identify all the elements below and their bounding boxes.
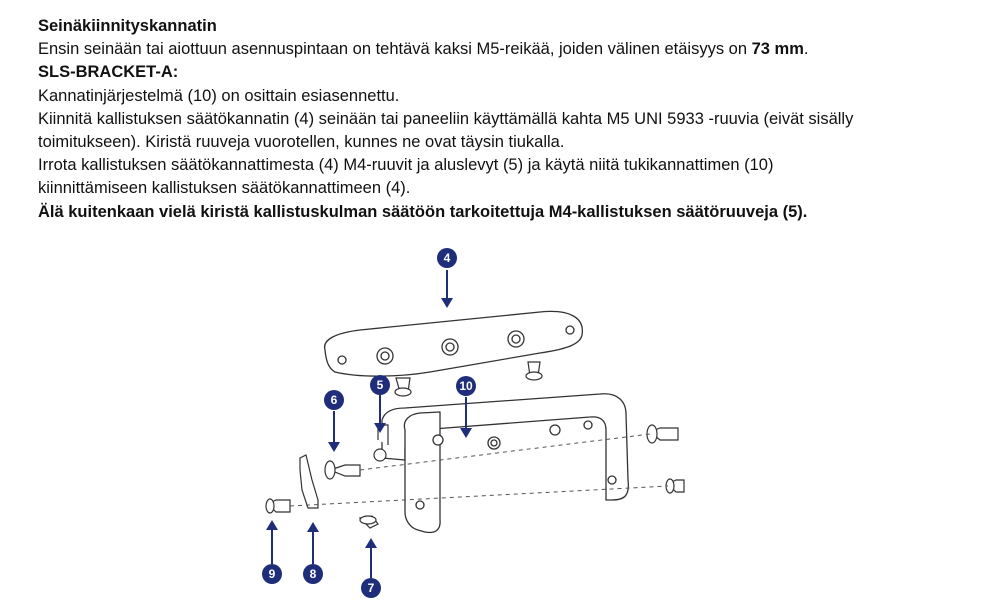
section-heading: Seinäkiinnityskannatin [38, 17, 217, 35]
paragraph-remove-line1: Irrota kallistuksen säätökannattimesta (4) M4-ruuvit ja aluslevyt (5) ja käytä niitä tukikannattimen (10) [38, 156, 774, 175]
callout-6 [324, 390, 344, 452]
tilt-bracket-part [325, 311, 583, 376]
callout-10-label: 10 [459, 379, 473, 393]
paragraph-mount-line1: Kiinnitä kallistuksen säätökannatin (4) seinään tai paneeliin käyttämällä kahta M5 UNI 5933 -ruuvia (eivät sisälly [38, 109, 854, 128]
callout-5-label: 5 [376, 378, 384, 392]
paragraph-holes-text: Ensin seinään tai aiottuun asennuspintaan on tehtävä kaksi M5-reikää, joiden välinen etäisyys on [38, 40, 752, 59]
callout-8-label: 8 [309, 567, 317, 581]
callout-8 [303, 522, 323, 584]
callout-7-label: 7 [367, 581, 375, 595]
right-screws [647, 425, 684, 493]
callout-4 [437, 248, 457, 308]
paragraph-holes-end: . [803, 40, 809, 59]
distance-value: 73 mm [751, 40, 804, 59]
paragraph-mount-line2: toimitukseen). Kiristä ruuveja vuorotellen, kunnes ne ovat täysin tiukalla. [38, 133, 565, 152]
warning-text: Älä kuitenkaan vielä kiristä kallistuskulman säätöön tarkoitettuja M4-kallistuksen säätöruuveja (5). [38, 202, 808, 221]
callout-7 [361, 538, 381, 598]
callout-9 [262, 520, 282, 584]
lock-plate-part [266, 455, 378, 528]
paragraph-remove-line2: kiinnittämiseen kallistuksen säätökannattimeen (4). [38, 179, 411, 198]
paragraph-preassembled: Kannatinjärjestelmä (10) on osittain esiasennettu. [38, 86, 400, 105]
callout-4-label: 4 [443, 251, 451, 265]
model-heading: SLS-BRACKET-A: [38, 63, 179, 82]
callout-9-label: 9 [268, 567, 276, 581]
callout-6-label: 6 [330, 393, 338, 407]
